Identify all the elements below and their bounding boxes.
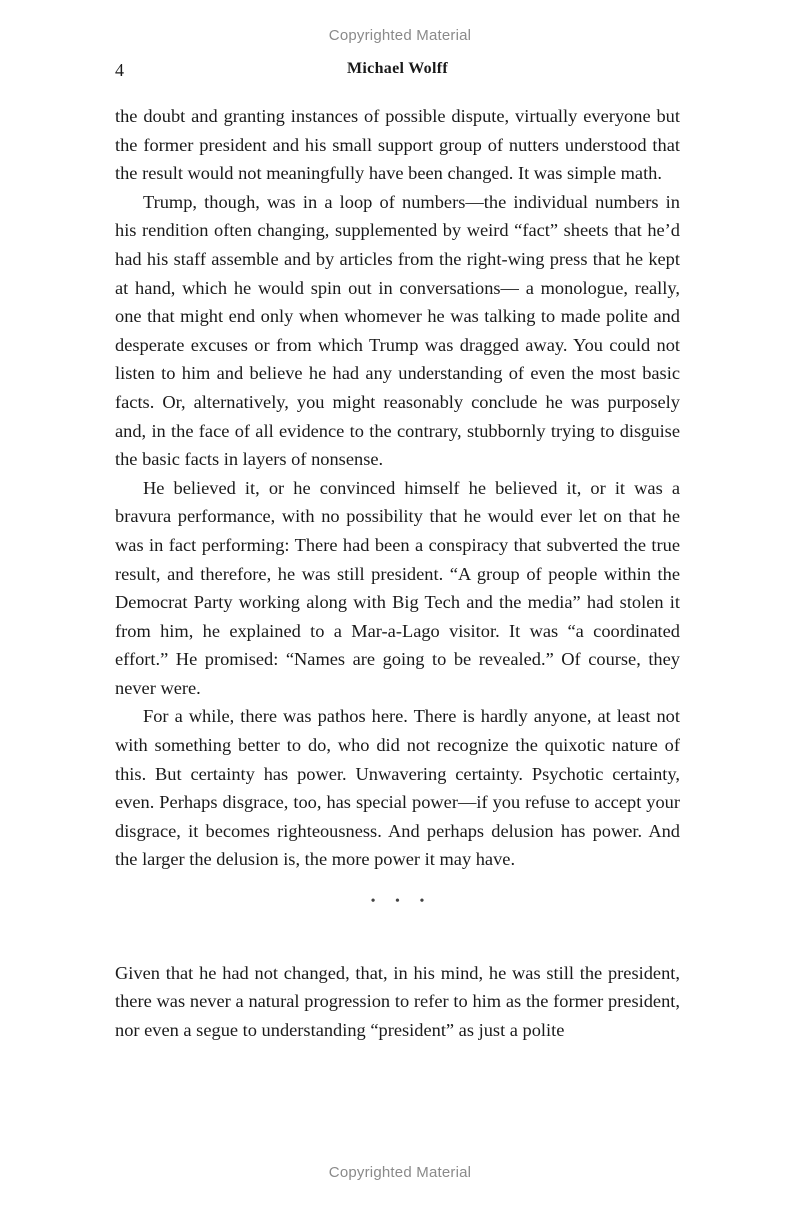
copyright-watermark-top: Copyrighted Material <box>328 27 472 44</box>
paragraph: He believed it, or he convinced himself he believed it, or it was a bravura performance, with no possibility that he would ever let on that he was in fact performing: There had been a conspiracy that subverted the true result, and therefore, he was still president. “A group of people within the Democrat Party working along with Big Tech and the media” had stolen it from him, he explained to a Mar-a-Lago visitor. It was “a coordinated effort.” He promised: “Names are going to be revealed.” Of course, they never were. <box>115 477 680 698</box>
paragraph-after-break: Given that he had not changed, that, in his mind, he was still the president, there was never a natural progression to refer to him as the former president, nor even a segue to understanding “president” as just a polite <box>115 962 680 1040</box>
running-title-author: Michael Wolff <box>347 60 448 77</box>
copyright-watermark-bottom: Copyrighted Material <box>328 1164 472 1181</box>
running-head <box>115 60 680 82</box>
page-number: 4 <box>115 60 124 80</box>
paragraph-continued: the doubt and granting instances of possible dispute, virtually everyone but the former president and his small support group of nutters understood that the result would not meaningfully have been changed. It was simple math. <box>115 106 680 184</box>
paragraph: For a while, there was pathos here. There is hardly anyone, at least not with something better to do, who did not recognize the quixotic nature of this. But certainty has power. Unwavering certainty. Psychotic certainty, even. Perhaps disgrace, too, has special power—if you refuse to accept your disgrace, it becomes righteousness. And perhaps delusion has power. And the larger the delusion is, the more power it may have. <box>115 706 680 870</box>
paragraph: Trump, though, was in a loop of numbers—the individual numbers in his rendition often changing, supplemented by weird “fact” sheets that he’d had his staff assemble and by articles from the right-wing press that he kept at hand, which he would spin out in conversations— a monologue, really, one that might end only when whomever he was talking to made polite and desperate excuses or from which Trump was dragged away. You could not listen to him and believe he had any understanding of even the most basic facts. Or, alternatively, you might reasonably conclude he was purposely and, in the face of all evidence to the contrary, stubbornly trying to disguise the basic facts in layers of nonsense. <box>115 191 680 470</box>
section-break-ornament: • • • <box>370 894 433 910</box>
body-text <box>115 102 680 1044</box>
